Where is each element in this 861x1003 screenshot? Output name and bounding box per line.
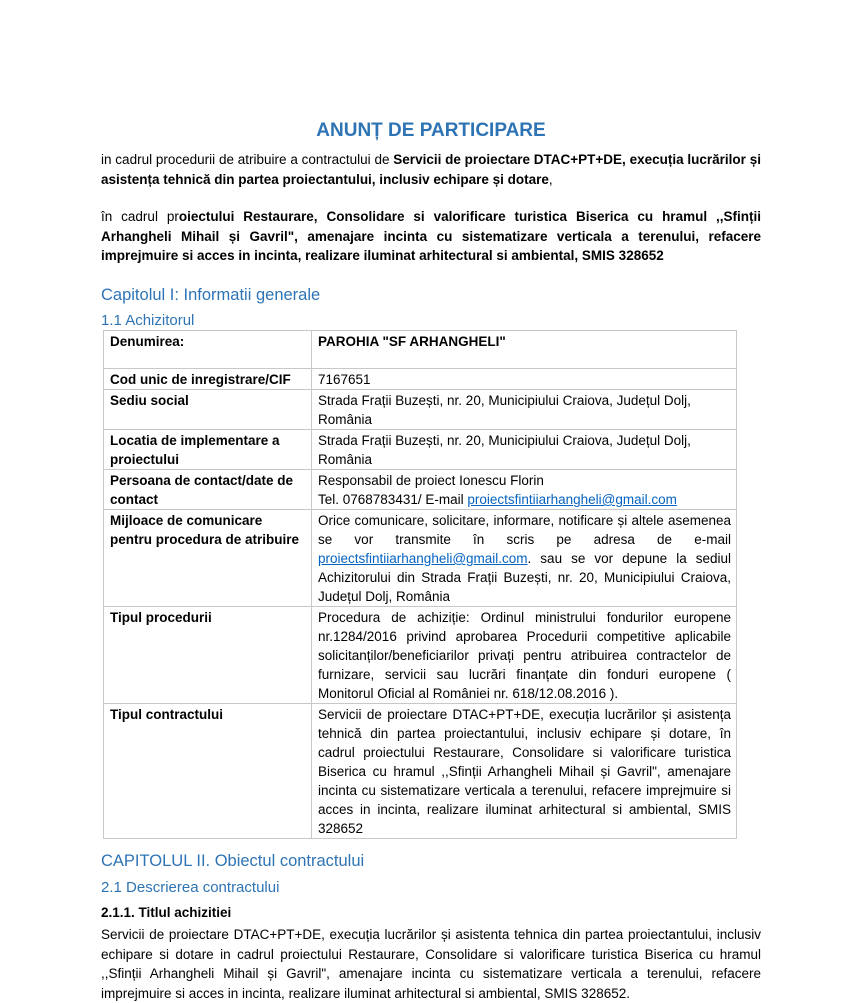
contact-person: Responsabil de proiect Ionescu Florin <box>318 473 544 488</box>
mijloace-text: Orice comunicare, solicitare, informare, notificare și altele asemenea se vor transmite în scris pe adresa de e-mail <box>318 513 731 547</box>
project-bold: oiectului Restaurare, Consolidare si valorificare turistica Biserica cu hramul ,,Sfinții Arhangheli Mihail și Gavril", amenajare incinta cu sistematizare verticala a terenului, refacere imprejmuire si acces in incinta, realizare iluminat arhitectural si ambiental, SMIS 328652 <box>101 209 761 263</box>
contact-value <box>312 470 737 510</box>
mijloace-email-link[interactable]: proiectsfintiiarhangheli@gmail.com <box>318 551 528 566</box>
denumire-label: Denumirea: <box>104 331 312 369</box>
chapter2-subtitle: 2.1 Descrierea contractului <box>101 879 280 896</box>
intro-prefix: in cadrul procedurii de atribuire a contractului de <box>101 152 394 167</box>
contracting-authority-table <box>103 330 737 839</box>
mijloace-value <box>312 510 737 607</box>
locatia-label: Locatia de implementare a proiectului <box>104 430 312 470</box>
procedura-value: Procedura de achiziție: Ordinul ministrului fondurilor europene nr.1284/2016 privind aprobarea Procedurii competitive aplicabile solicitanților/beneficiarilor privați pentru atribuirea contractelor de furnizare, servicii sau lucrări finanțate din fonduri europene ( Monitorul Oficial al României nr. 618/12.08.2016 ). <box>312 607 737 704</box>
contact-label: Persoana de contact/date de contact <box>104 470 312 510</box>
contract-type-label: Tipul contractului <box>104 704 312 839</box>
intro-bold: Servicii de proiectare DTAC+PT+DE, execuția lucrărilor și asistența tehnică din partea proiectantului, inclusiv echipare și dotare <box>101 152 761 187</box>
procedura-label: Tipul procedurii <box>104 607 312 704</box>
project-paragraph <box>101 207 761 266</box>
table-row <box>104 369 737 390</box>
table-row <box>104 331 737 369</box>
contract-type-value: Servicii de proiectare DTAC+PT+DE, execuția lucrărilor și asistența tehnică din partea proiectantului, inclusiv echipare și dotare, în cadrul proiectului Restaurare, Consolidare si valorificare turistica Biserica cu hramul ,,Sfinții Arhangheli Mihail și Gavril", amenajare incinta cu sistematizare verticala a terenului, refacere imprejmuire si acces in incinta, realizare iluminat arhitectural si ambiental, SMIS 328652 <box>312 704 737 839</box>
contact-email-link[interactable]: proiectsfintiiarhangheli@gmail.com <box>467 492 677 507</box>
mijloace-text-2: . sau se vor depune la sediul Achizitorului din Strada Frații Buzești, nr. 20, Municipiului Craiova, Județul Dolj, România <box>318 551 731 604</box>
contact-phone: Tel. 0768783431/ E-mail <box>318 492 468 507</box>
table-row <box>104 470 737 510</box>
sediu-value: Strada Frații Buzești, nr. 20, Municipiului Craiova, Județul Dolj, România <box>312 390 737 430</box>
denumire-value: PAROHIA "SF ARHANGHELI" <box>312 331 737 369</box>
table-row <box>104 430 737 470</box>
chapter1-subtitle: 1.1 Achizitorul <box>101 312 195 329</box>
project-prefix: în cadrul pr <box>101 209 179 224</box>
intro-suffix: , <box>548 171 553 187</box>
cif-value: 7167651 <box>312 369 737 390</box>
table-row <box>104 510 737 607</box>
chapter2-title: CAPITOLUL II. Obiectul contractului <box>101 852 365 870</box>
table-row <box>104 607 737 704</box>
table-row <box>104 390 737 430</box>
chapter1-title: Capitolul I: Informatii generale <box>101 286 321 304</box>
document-title: ANUNȚ DE PARTICIPARE <box>316 120 546 141</box>
chapter2-text: Servicii de proiectare DTAC+PT+DE, execuția lucrărilor și asistenta tehnica din partea proiectantului, inclusiv echipare si dotare in cadrul proiectului Restaurare, Consolidare si valorificare turistica Biserica cu hramul ,,Sfinții Arhangheli Mihail și Gavril", amenajare incinta cu sistematizare verticala a terenului, refacere imprejmuire si acces in incinta, realizare iluminat arhitectural si ambiental, SMIS 328652. <box>101 927 761 1001</box>
contact-details <box>318 490 731 509</box>
locatia-value: Strada Frații Buzești, nr. 20, Municipiului Craiova, Județul Dolj, România <box>312 430 737 470</box>
cif-label: Cod unic de inregistrare/CIF <box>104 369 312 390</box>
intro-paragraph <box>101 150 761 189</box>
mijloace-label: Mijloace de comunicare pentru procedura de atribuire <box>104 510 312 607</box>
sediu-label: Sediu social <box>104 390 312 430</box>
chapter2-subsubtitle: 2.1.1. Titlul achizitiei <box>101 905 232 920</box>
table-row <box>104 704 737 839</box>
